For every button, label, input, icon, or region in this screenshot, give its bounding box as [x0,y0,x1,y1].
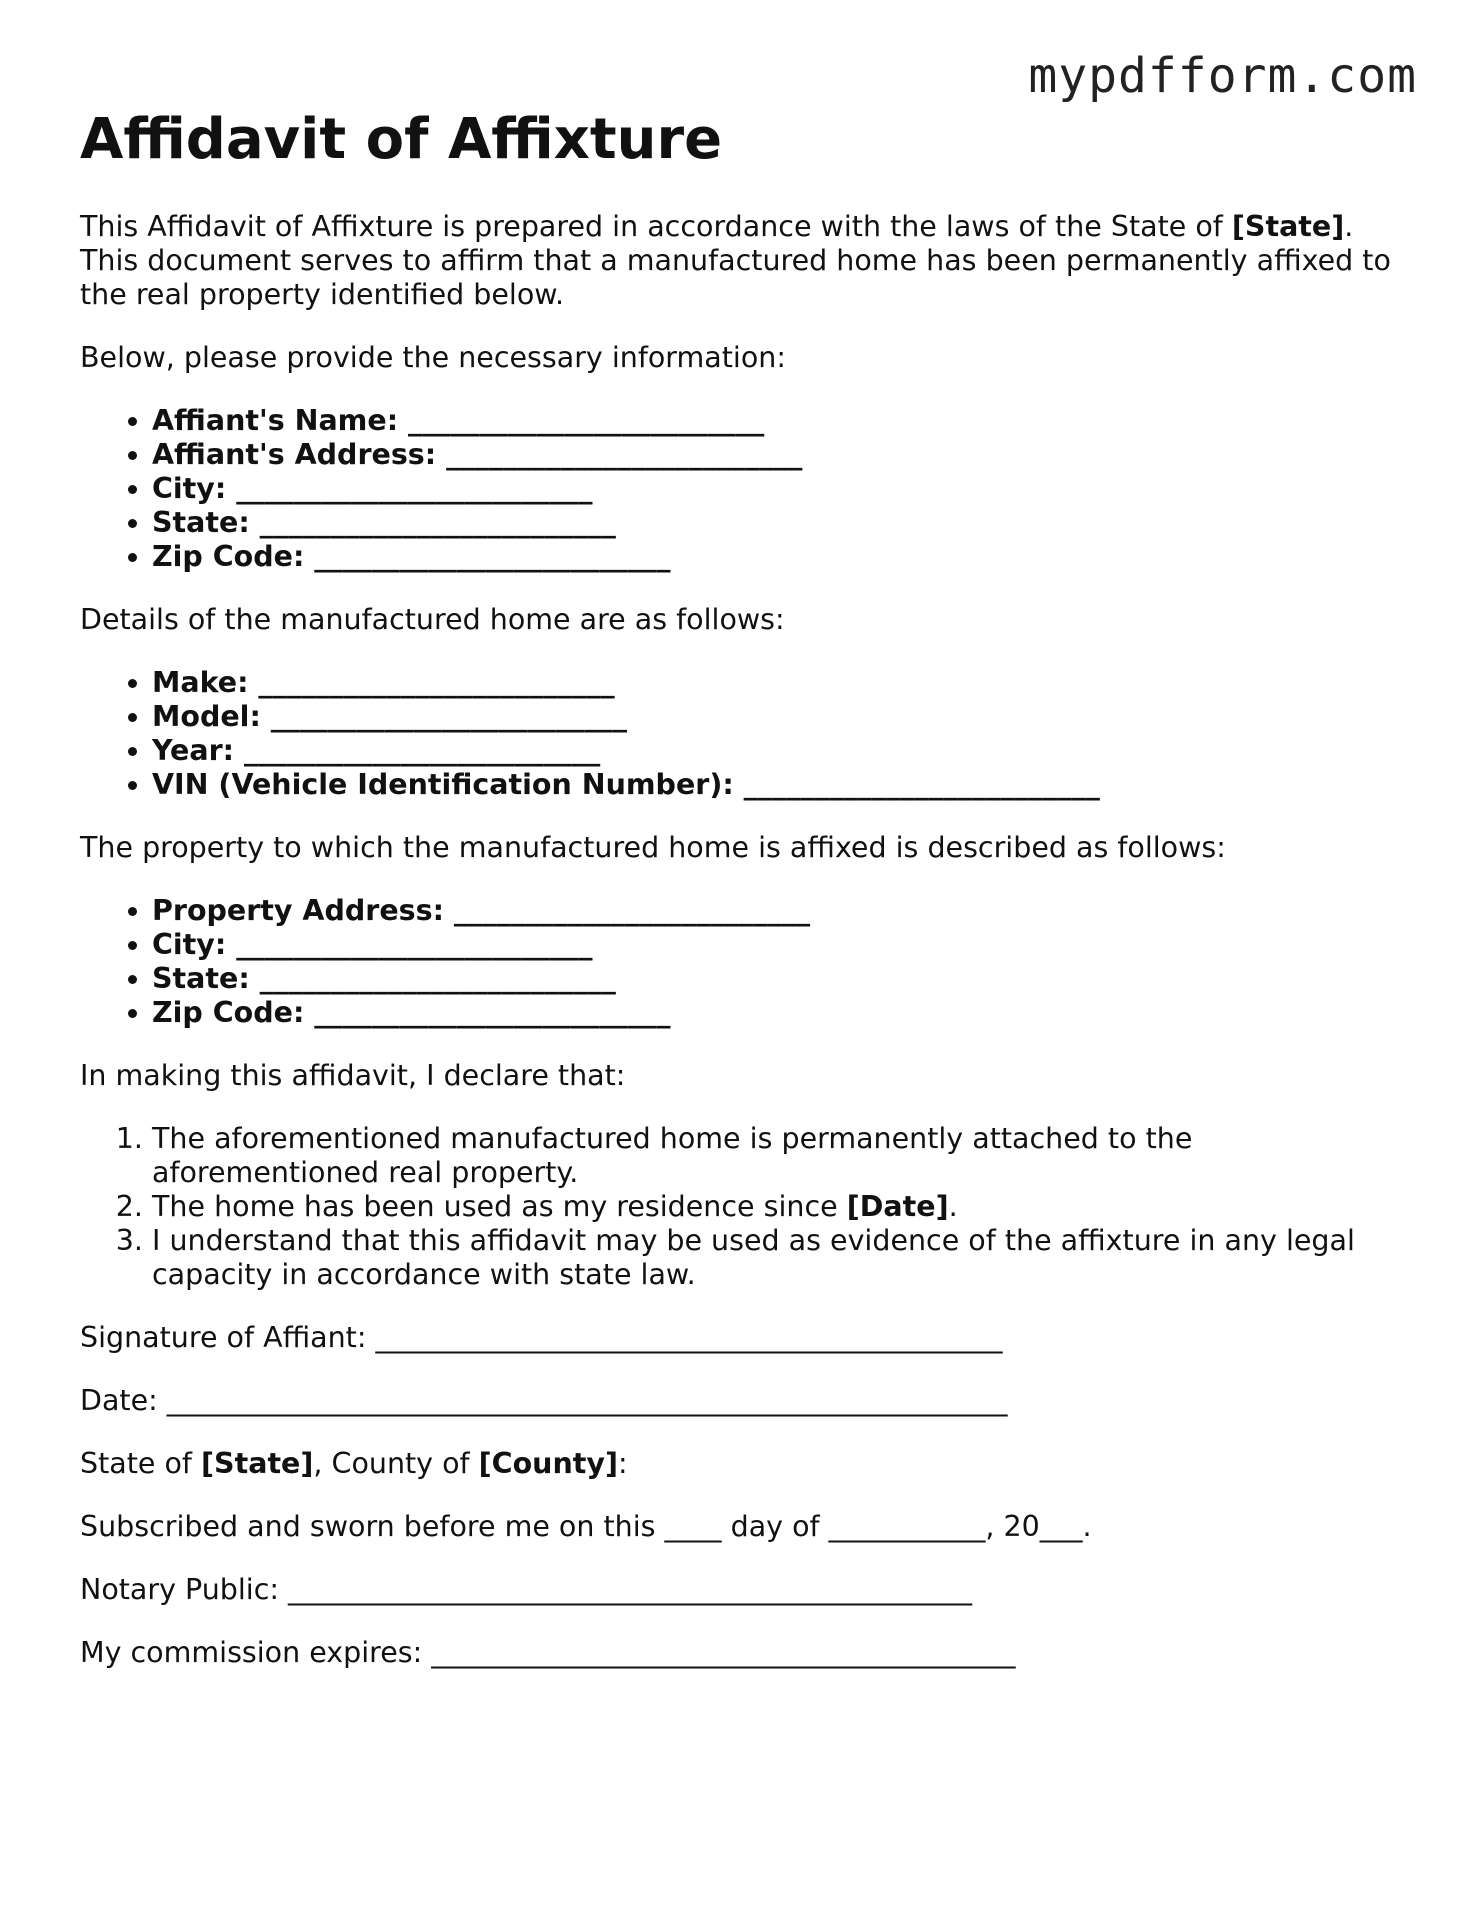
commission-line: My commission expires: _________________________________________ [80,1636,1016,1669]
list-item-year: • Year: _________________________ [152,734,1400,768]
list-item-affiant-address: • Affiant's Address: _________________________ [152,438,1400,472]
list-item-property-address: • Property Address: _________________________ [152,894,1400,928]
jurisdiction-suffix: : [617,1447,628,1480]
list-item-affiant-state: • State: _________________________ [152,506,1400,540]
signature-line: Signature of Affiant: ____________________________________________ [80,1321,1003,1354]
jurisdiction-county-placeholder: [County] [478,1447,618,1480]
list-item-make: • Make: _________________________ [152,666,1400,700]
list-item-affiant-zip: • Zip Code: _________________________ [152,540,1400,574]
list-item-property-state: • State: _________________________ [152,962,1400,996]
home-section-intro: Details of the manufactured home are as follows: [80,603,785,636]
declaration-item-3: 3. I understand that this affidavit may be used as evidence of the affixture in any legal capacity in accordance with state law. [152,1224,1400,1292]
document-page [80,100,1400,1670]
declaration-intro: In making this affidavit, I declare that: [80,1059,626,1092]
watermark-logo: mypdfform.com [1028,48,1417,104]
notary-line: Notary Public: ________________________________________________ [80,1573,973,1606]
intro-paragraph [80,210,1400,312]
declaration-item-1: 1. The aforementioned manufactured home is permanently attached to the aforementioned real property. [152,1122,1400,1190]
home-details-list [80,666,1400,802]
list-item-affiant-name: • Affiant's Name: _________________________ [152,404,1400,438]
list-item-model: • Model: _________________________ [152,700,1400,734]
declaration-item-2 [152,1190,1400,1224]
sworn-line: Subscribed and sworn before me on this ____ day of ___________, 20___. [80,1510,1092,1543]
intro-text-after: . This document serves to affirm that a manufactured home has been permanently affixed to the real property identified below. [80,210,1391,311]
jurisdiction-state-prefix: State of [80,1447,202,1480]
affiant-info-list [80,404,1400,574]
date-placeholder: [Date] [846,1190,949,1223]
property-section-intro: The property to which the manufactured home is affixed is described as follows: [80,831,1226,864]
intro-text-before: This Affidavit of Affixture is prepared in accordance with the laws of the State of [80,210,1232,243]
declaration-item-2-end: . [948,1190,958,1223]
jurisdiction-county-prefix: , County of [313,1447,479,1480]
property-details-list [80,894,1400,1030]
jurisdiction-state-placeholder: [State] [201,1447,314,1480]
list-item-affiant-city: • City: _________________________ [152,472,1400,506]
list-item-property-zip: • Zip Code: _________________________ [152,996,1400,1030]
page-title: Affidavit of Affixture [80,107,723,172]
list-item-property-city: • City: _________________________ [152,928,1400,962]
declaration-list [80,1122,1400,1292]
affiant-section-intro: Below, please provide the necessary information: [80,341,786,374]
list-item-vin: • VIN (Vehicle Identification Number): _________________________ [152,768,1400,802]
intro-state-placeholder: [State] [1231,210,1345,243]
date-line: Date: ___________________________________________________________ [80,1384,1008,1417]
declaration-item-2-text: The home has been used as my residence since [152,1190,847,1223]
jurisdiction-line [80,1447,1400,1481]
